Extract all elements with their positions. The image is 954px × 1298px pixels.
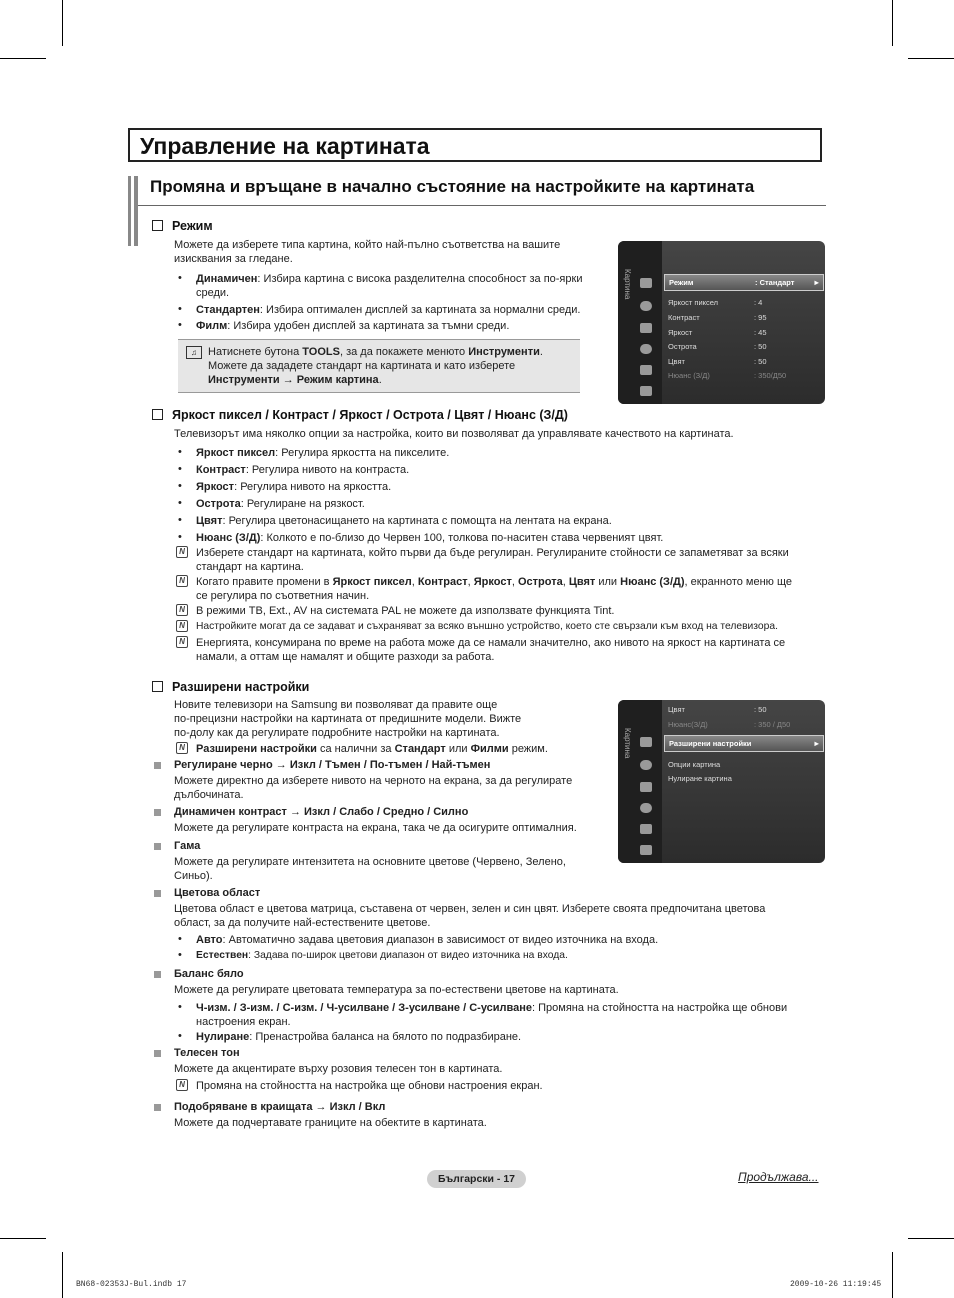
color-space-text: Цветова област е цветова матрица, съставена от червен, зелен и син цвят. Изберете своята предпочитана цветова област, за да получите най-естествените цветове. (174, 903, 766, 929)
note-icon: N (176, 620, 188, 632)
adjust-item: Нюанс (З/Д): Колкото е по-близо до Червен 100, толкова по-наситен става червеният цвят. (196, 532, 664, 544)
square-bullet-icon (154, 809, 161, 816)
white-balance-text: Можете да регулирате цветовата температура за по-естествени цветове на картината. (174, 984, 619, 996)
continued-link[interactable]: Продължава... (738, 1170, 819, 1184)
bullet-icon: • (178, 463, 182, 475)
note-icon: N (176, 546, 188, 558)
bullet-icon: • (178, 933, 182, 945)
adjust-heading: Яркост пиксел / Контраст / Яркост / Острота / Цвят / Нюанс (З/Д) (152, 408, 568, 422)
input-icon (640, 365, 652, 375)
mode-intro: Можете да изберете типа картина, който най-пълно съответства на вашите изисквания за гледане. (174, 239, 561, 265)
sound-icon (640, 301, 652, 311)
bullet-icon: • (178, 480, 182, 492)
checkbox-icon (152, 220, 163, 231)
advanced-note: Разширени настройки са налични за Стандарт или Филми режим. (196, 743, 548, 755)
white-balance-item: Ч-изм. / З-изм. / С-изм. / Ч-усилване / З-усилване / С-усилване: Промяна на стойността на настройка ще обнови настроения екран. (196, 1002, 788, 1028)
square-bullet-icon (154, 843, 161, 850)
mode-item-standard: Стандартен: Избира оптимален дисплей за картината за нормални среди. (196, 304, 581, 316)
channel-icon (640, 323, 652, 333)
adjust-note: Изберете стандарт на картината, който първи да бъде регулиран. Регулираните стойности се запаметяват за всяки стандарт на картина. (196, 547, 789, 573)
color-space-item: Авто: Автоматично задава цветовия диапазон в зависимост от видео източника на входа. (196, 934, 659, 946)
bullet-icon: • (178, 1030, 182, 1042)
adjust-note: В режими ТВ, Ext., AV на системата PAL не можете да използвате функцията Tint. (196, 605, 615, 617)
square-bullet-icon (154, 1104, 161, 1111)
adjust-intro: Телевизорът има няколко опции за настройка, които ви позволяват да управлявате качеството на картината. (174, 428, 734, 440)
picture-icon (640, 737, 652, 747)
section-divider (138, 205, 826, 206)
black-adjust-text: Можете директно да изберете нивото на черното на екрана, за да регулирате дълбочината. (174, 775, 573, 801)
bullet-icon: • (178, 949, 182, 961)
crop-mark (908, 1238, 954, 1239)
black-adjust-heading: Регулиране черно → Изкл / Тъмен / По-тъмен / Най-тъмен (174, 759, 491, 771)
print-timestamp: 2009-10-26 11:19:45 (790, 1280, 882, 1289)
dynamic-contrast-heading: Динамичен контраст → Изкл / Слабо / Средно / Силно (174, 806, 469, 818)
flesh-tone-heading: Телесен тон (174, 1047, 240, 1059)
adjust-note: Настройките могат да се задават и съхраняват за всяко външно устройство, което сте свързали към вход на телевизора. (196, 621, 778, 632)
tv-menu-label: Картина (623, 728, 632, 759)
adjust-item: Яркост пиксел: Регулира яркостта на пикселите. (196, 447, 450, 459)
application-icon (640, 845, 652, 855)
tv-menu-screen-advanced: Картина Цвят : 50 Нюанс(З/Д) : 350 / Д50 Разширени настройки ► Опции картина Нулиране картина (618, 700, 825, 863)
square-bullet-icon (154, 971, 161, 978)
tv-menu-label: Картина (623, 269, 632, 300)
tv-menu-row[interactable]: Яркост (668, 328, 693, 337)
gamma-heading: Гама (174, 840, 201, 852)
note-icon: N (176, 636, 188, 648)
note-icon: N (176, 742, 188, 754)
adjust-item: Контраст: Регулира нивото на контраста. (196, 464, 410, 476)
tv-menu-row[interactable]: Опции картина (668, 760, 721, 769)
tv-menu-screen-picture: Картина Режим : Стандарт ► Яркост пиксел : 4 Контраст : 95 Яркост : 45 Острота : 50 Цвят : 50 Нюанс (З/Д) : 350/Д50 (618, 241, 825, 404)
flesh-tone-note: Промяна на стойността на настройка ще обнови настроения екран. (196, 1080, 543, 1092)
flesh-tone-text: Можете да акцентирате върху розовия телесен тон в картината. (174, 1063, 503, 1075)
crop-mark (0, 1238, 46, 1239)
crop-mark (62, 1252, 63, 1298)
picture-icon (640, 278, 652, 288)
adjust-item: Яркост: Регулира нивото на яркостта. (196, 481, 392, 493)
advanced-intro: Новите телевизори на Samsung ви позволяват да правите още по-прецизни настройки на картината от предишните модели. Вижте по-долу как да регулирате подробните настройки на картината. (174, 699, 522, 739)
channel-icon (640, 782, 652, 792)
crop-mark (892, 1252, 893, 1298)
advanced-heading: Разширени настройки (152, 680, 309, 694)
edge-enhancement-text: Можете да подчертавате границите на обектите в картината. (174, 1117, 487, 1129)
bullet-icon: • (178, 531, 182, 543)
note-icon: N (176, 575, 188, 587)
tv-menu-selected-mode[interactable]: Режим : Стандарт ► (664, 274, 824, 291)
adjust-note: Енергията, консумирана по време на работа може да се намали значително, ако нивото на яркост на картината се намали, а оттам ще намалят и общите разходи за работа. (196, 637, 786, 663)
setup-icon (640, 344, 652, 354)
white-balance-heading: Баланс бяло (174, 968, 244, 980)
input-icon (640, 824, 652, 834)
checkbox-icon (152, 409, 163, 420)
sound-icon (640, 760, 652, 770)
note-icon: N (176, 1079, 188, 1091)
note-icon: N (176, 604, 188, 616)
page-title-text: Управление на картината (140, 133, 430, 159)
tv-menu-row[interactable]: Нюанс (З/Д) (668, 371, 710, 380)
bullet-icon: • (178, 272, 182, 284)
checkbox-icon (152, 681, 163, 692)
tools-icon: ♫ (186, 346, 202, 359)
crop-mark (62, 0, 63, 46)
crop-mark (0, 58, 46, 59)
tv-menu-selected-advanced[interactable]: Разширени настройки ► (664, 735, 824, 752)
bullet-icon: • (178, 446, 182, 458)
mode-item-dynamic: Динамичен: Избира картина с висока разделителна способност за по-ярки среди. (196, 273, 583, 299)
section-bar-stripe (131, 176, 134, 246)
bullet-icon: • (178, 319, 182, 331)
application-icon (640, 386, 652, 396)
tv-menu-row[interactable]: Контраст (668, 313, 700, 322)
bullet-icon: • (178, 497, 182, 509)
color-space-heading: Цветова област (174, 887, 261, 899)
mode-heading: Режим (152, 219, 213, 233)
edge-enhancement-heading: Подобряване в краищата → Изкл / Вкл (174, 1101, 386, 1113)
file-info: BN68-02353J-Bul.indb 17 (76, 1280, 187, 1289)
gamma-text: Можете да регулирате интензитета на основните цветове (Червено, Зелено, Синьо). (174, 856, 566, 882)
bullet-icon: • (178, 514, 182, 526)
adjust-item: Острота: Регулиране на рязкост. (196, 498, 365, 510)
bullet-icon: • (178, 1001, 182, 1013)
tv-menu-row[interactable]: Цвят (668, 705, 685, 714)
crop-mark (892, 0, 893, 46)
square-bullet-icon (154, 762, 161, 769)
section-title: Промяна и връщане в начално състояние на настройките на картината (150, 177, 755, 196)
setup-icon (640, 803, 652, 813)
adjust-item: Цвят: Регулира цветонасищането на картината с помощта на лентата на екрана. (196, 515, 612, 527)
page-number-badge: Български - 17 (427, 1170, 526, 1188)
square-bullet-icon (154, 1050, 161, 1057)
page-title (128, 128, 822, 162)
adjust-note: Когато правите промени в Яркост пиксел, Контраст, Яркост, Острота, Цвят или Нюанс (З/Д), екранното меню ще се регулира по съответния начин. (196, 576, 793, 602)
mode-item-movie: Филм: Избира удобен дисплей за картината за тъмни среди. (196, 320, 510, 332)
tv-menu-row[interactable]: Нулиране картина (668, 774, 732, 783)
dynamic-contrast-text: Можете да регулирате контраста на екрана, така че да осигурите оптималния. (174, 822, 577, 834)
tv-menu-row[interactable]: Цвят (668, 357, 685, 366)
tv-menu-row[interactable]: Острота (668, 342, 697, 351)
tools-tip-box: ♫ Натиснете бутона TOOLS, за да покажете менюто Инструменти. Можете да зададете стандарт на картината и като изберете Инструменти → Режим картина. (178, 339, 580, 393)
color-space-item: Естествен: Задава по-широк цветови диапазон от видео източника на входа. (196, 950, 568, 961)
tv-menu-row[interactable]: Яркост пиксел (668, 298, 719, 307)
white-balance-item: Нулиране: Пренастройва баланса на бялото по подразбиране. (196, 1031, 522, 1043)
bullet-icon: • (178, 303, 182, 315)
square-bullet-icon (154, 890, 161, 897)
tv-menu-row[interactable]: Нюанс(З/Д) (668, 720, 708, 729)
crop-mark (908, 58, 954, 59)
